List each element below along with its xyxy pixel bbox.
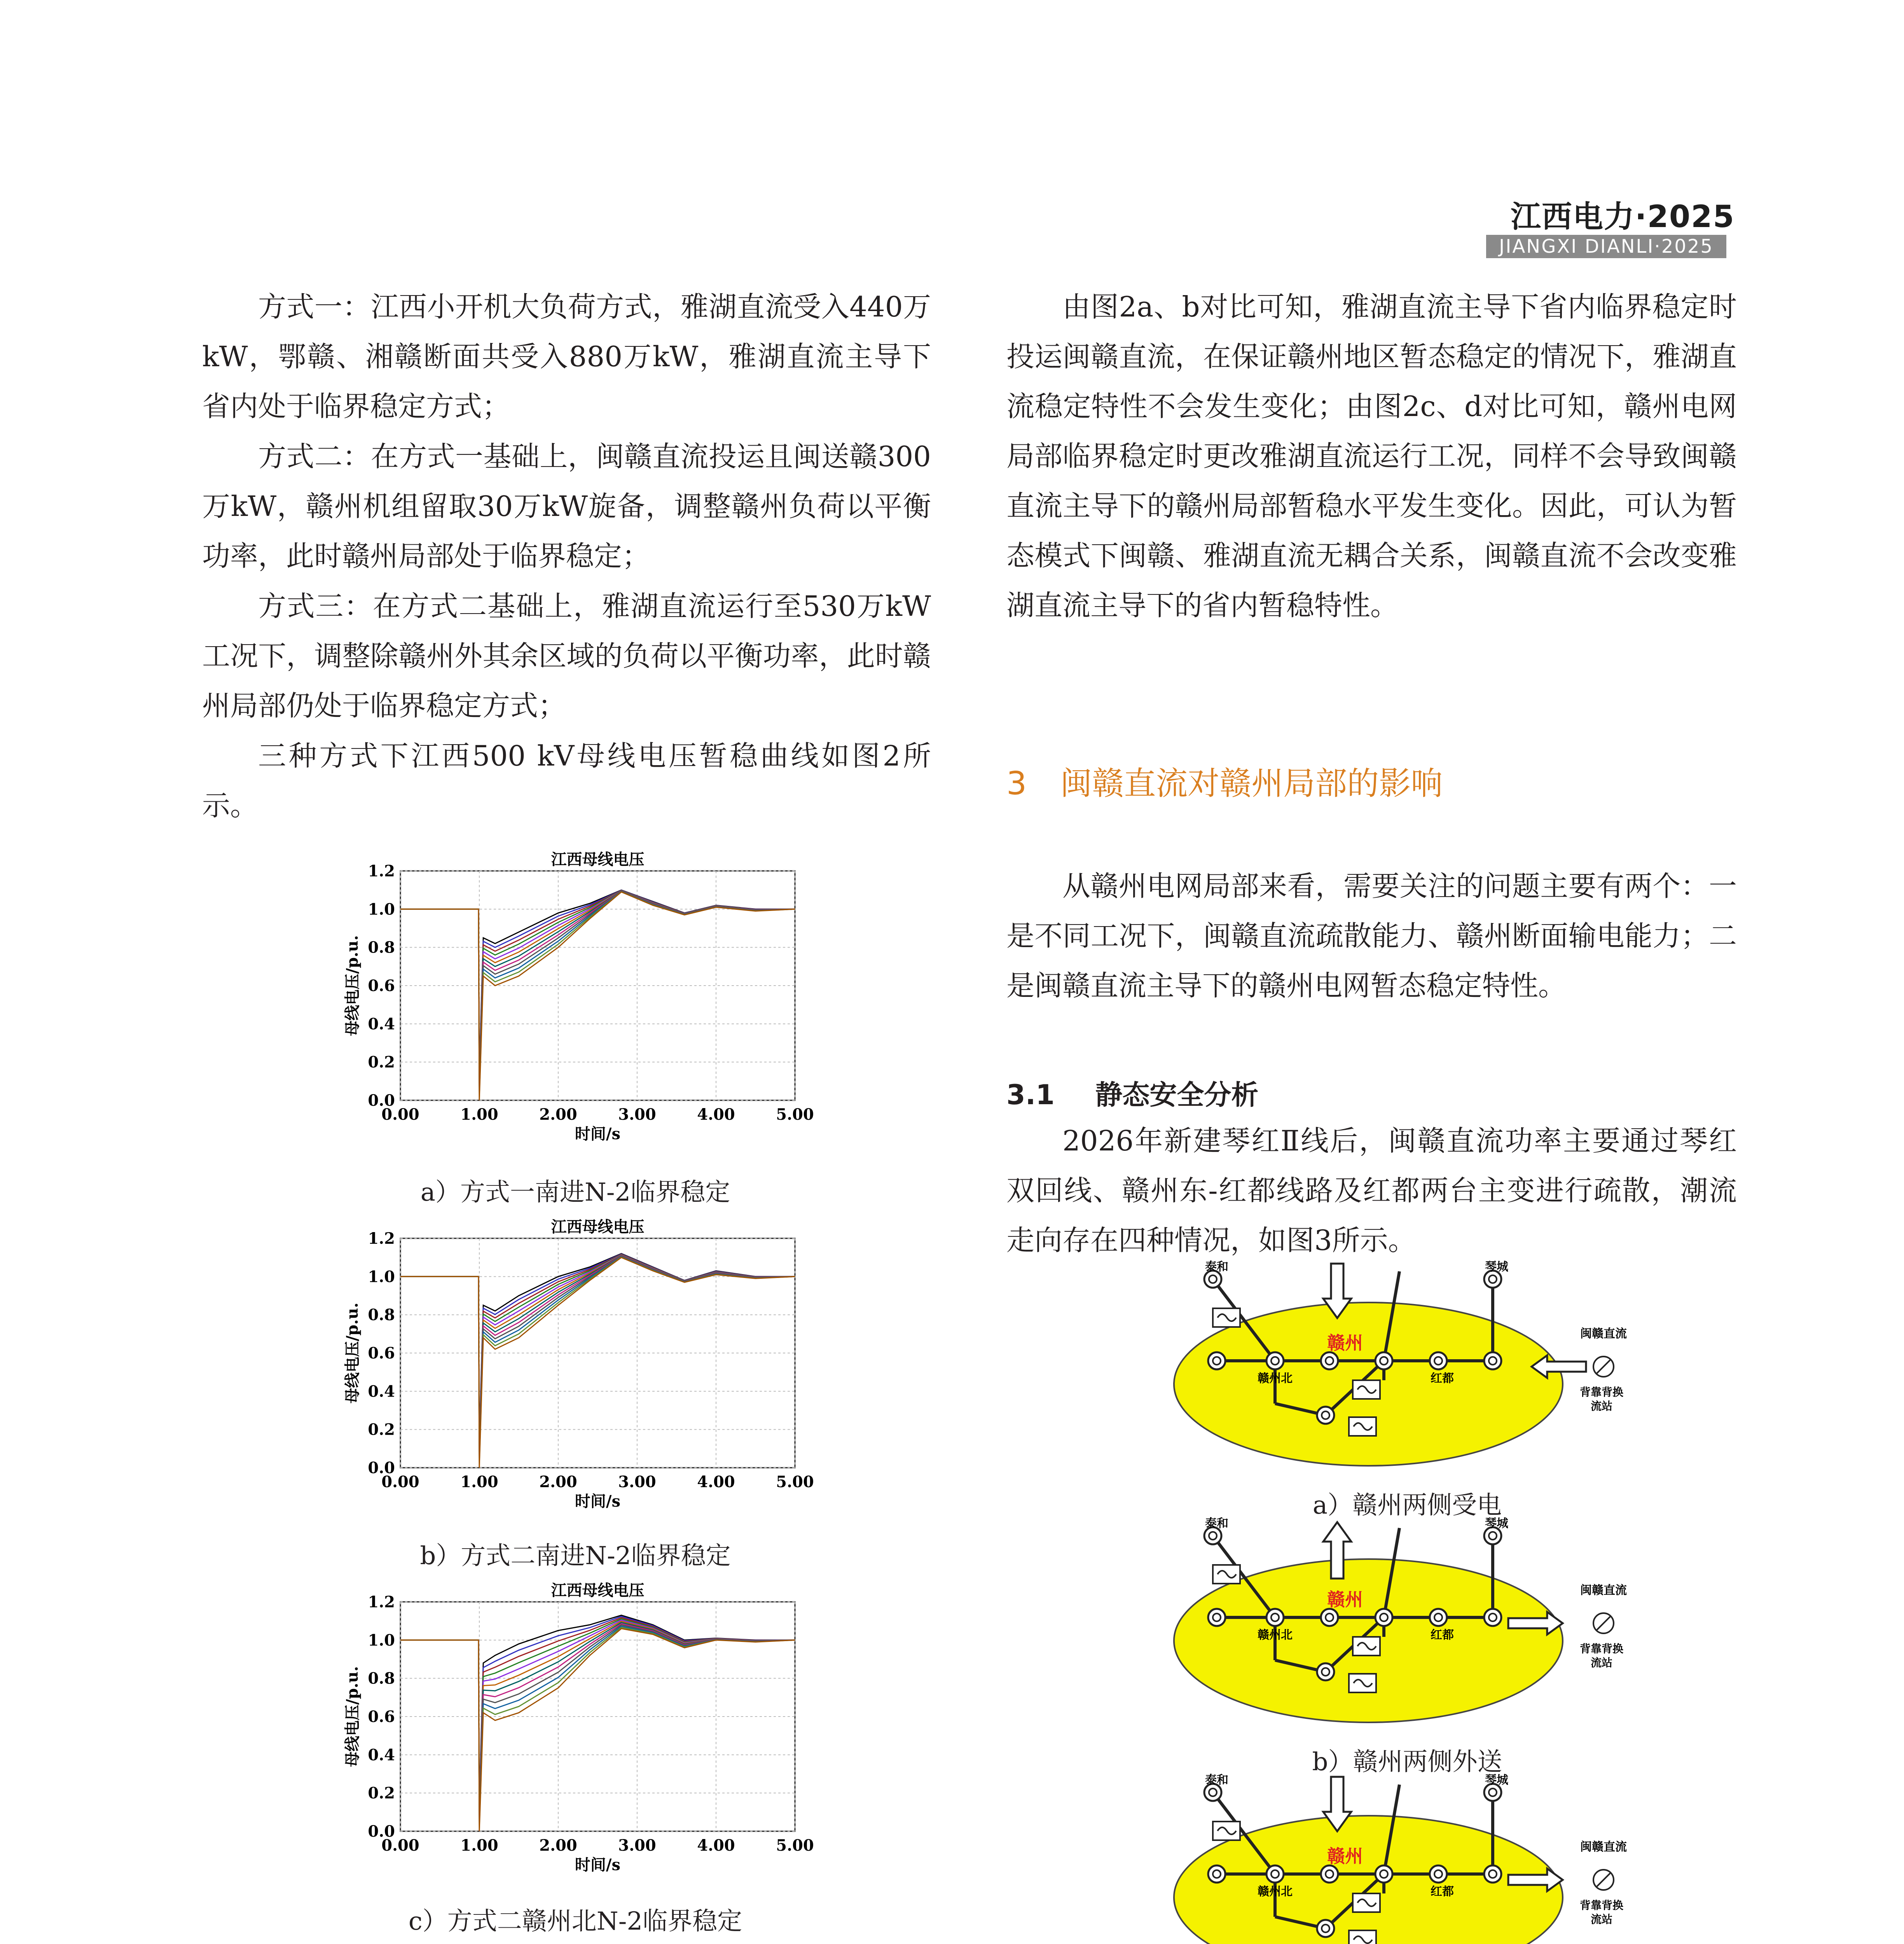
label-ganzhou: 赣州 (1327, 1846, 1363, 1867)
subcaption-c: c）方式二赣州北N-2临界稳定 (408, 1907, 742, 1936)
voltage-chart-c (342, 1579, 814, 1882)
label-dc-line: 闽赣直流 (1580, 1840, 1627, 1854)
x-tick-label: 1.00 (460, 1105, 498, 1124)
paragraph-figure2-intro: 三种方式下江西500 kV母线电压暂稳曲线如图2所示。 (202, 739, 931, 822)
x-axis-label: 时间/s (575, 1856, 621, 1874)
voltage-chart-a (342, 848, 814, 1151)
paragraph-ganzhou-issues: 从赣州电网局部来看，需要关注的问题主要有两个：一是不同工况下，闽赣直流疏散能力、赣州断面输电能力；二是闽赣直流主导下的赣州电网暂态稳定特性。 (1006, 870, 1737, 1002)
y-tick-label: 1.0 (368, 1267, 395, 1286)
y-tick-label: 0.0 (368, 1822, 395, 1841)
label-taihe: 泰和 (1205, 1773, 1228, 1787)
journal-latin-title: JIANGXI DIANLI·2025 (1486, 235, 1726, 258)
figure-2 (342, 848, 814, 1944)
label-station-line2: 流站 (1590, 1913, 1613, 1926)
paragraph-mode-3: 方式三：在方式二基础上，雅湖直流运行至530万kW工况下，调整除赣州外其余区域的负荷以平衡功率，此时赣州局部仍处于临界稳定方式； (202, 590, 931, 722)
x-tick-label: 0.00 (381, 1473, 419, 1491)
label-qincheng: 琴城 (1485, 1517, 1508, 1530)
substation-node (1266, 1865, 1284, 1883)
substation-node (1430, 1865, 1447, 1883)
chart-title: 江西母线电压 (551, 1218, 645, 1236)
substation-node (1321, 1865, 1338, 1883)
substation-node (1266, 1609, 1284, 1626)
substation-node (1208, 1352, 1225, 1369)
label-qincheng: 琴城 (1485, 1260, 1508, 1274)
flow-diagram-c (1174, 1773, 1640, 1944)
label-taihe: 泰和 (1205, 1517, 1228, 1530)
y-tick-label: 0.4 (368, 1746, 395, 1764)
label-station-line1: 背靠背换 (1579, 1899, 1624, 1912)
label-station-line2: 流站 (1590, 1656, 1613, 1669)
label-hongdu: 红都 (1431, 1885, 1454, 1899)
substation-node (1321, 1352, 1338, 1369)
label-ganzhou: 赣州 (1327, 1589, 1363, 1610)
y-tick-label: 0.2 (368, 1420, 395, 1439)
paragraph-analysis: 由图2a、b对比可知，雅湖直流主导下省内临界稳定时投运闽赣直流，在保证赣州地区暂态稳定的情况下，雅湖直流稳定特性不会发生变化；由图2c、d对比可知，赣州电网局部临界稳定时更改雅湖直流运行工况，同样不会导致闽赣直流主导下的赣州局部暂稳水平发生变化。因此，可认为暂态模式下闽赣、雅湖直流无耦合关系，闽赣直流不会改变雅湖直流主导下的省内暂稳特性。 (1006, 290, 1737, 622)
label-ganzhoubei: 赣州北 (1258, 1885, 1293, 1899)
label-ganzhou: 赣州 (1327, 1332, 1363, 1353)
figure-3-subcaption-b: b）赣州两侧外送 (1312, 1748, 1502, 1776)
substation-node (1317, 1407, 1334, 1424)
section-3-heading (1006, 758, 1443, 804)
label-taihe: 泰和 (1205, 1260, 1228, 1274)
y-tick-label: 1.2 (368, 1229, 395, 1248)
y-tick-label: 1.2 (368, 1593, 395, 1611)
x-tick-label: 5.00 (776, 1473, 814, 1491)
y-tick-label: 0.2 (368, 1784, 395, 1802)
flow-diagram-a (1174, 1260, 1640, 1481)
x-tick-label: 3.00 (618, 1473, 656, 1491)
substation-node (1484, 1352, 1501, 1369)
x-tick-label: 1.00 (460, 1473, 498, 1491)
label-hongdu: 红都 (1431, 1628, 1454, 1642)
y-axis-label: 母线电压/p.u. (343, 1666, 362, 1767)
substation-node (1430, 1352, 1447, 1369)
x-tick-label: 3.00 (618, 1105, 656, 1124)
voltage-chart-b (342, 1215, 814, 1518)
y-tick-label: 0.6 (368, 1344, 395, 1362)
label-station-line1: 背靠背换 (1579, 1386, 1624, 1399)
label-hongdu: 红都 (1431, 1372, 1454, 1385)
y-tick-label: 0.8 (368, 1669, 395, 1688)
paragraph-static-analysis: 2026年新建琴红Ⅱ线后，闽赣直流功率主要通过琴红双回线、赣州东-红都线路及红都两台主变进行疏散，潮流走向存在四种情况，如图3所示。 (1006, 1124, 1737, 1257)
substation-node (1317, 1920, 1334, 1937)
substation-node (1208, 1865, 1225, 1883)
y-tick-label: 0.4 (368, 1015, 395, 1033)
label-station-line1: 背靠背换 (1579, 1642, 1624, 1655)
chart-title: 江西母线电压 (551, 1581, 645, 1600)
y-tick-label: 0.0 (368, 1091, 395, 1110)
y-axis-label: 母线电压/p.u. (343, 935, 362, 1036)
x-tick-label: 5.00 (776, 1105, 814, 1124)
label-station-line2: 流站 (1590, 1400, 1613, 1413)
subsection-3-1-heading (1006, 1073, 1258, 1112)
section-3-number: 3 (1006, 765, 1027, 802)
substation-node (1375, 1352, 1392, 1369)
y-tick-label: 0.0 (368, 1459, 395, 1477)
chart-title: 江西母线电压 (551, 850, 645, 869)
y-tick-label: 1.0 (368, 900, 395, 919)
y-tick-label: 0.4 (368, 1382, 395, 1401)
label-ganzhoubei: 赣州北 (1258, 1628, 1293, 1642)
paragraph-mode-1: 方式一：江西小开机大负荷方式，雅湖直流受入440万kW，鄂赣、湘赣断面共受入880万kW，雅湖直流主导下省内处于临界稳定方式； (202, 290, 931, 423)
figure-3-subcaption-a: a）赣州两侧受电 (1312, 1491, 1502, 1520)
substation-node (1484, 1865, 1501, 1883)
label-ganzhoubei: 赣州北 (1258, 1372, 1293, 1385)
y-tick-label: 0.6 (368, 1708, 395, 1726)
y-tick-label: 1.0 (368, 1631, 395, 1650)
x-tick-label: 2.00 (539, 1473, 577, 1491)
substation-node (1266, 1352, 1284, 1369)
x-tick-label: 4.00 (697, 1836, 735, 1855)
x-tick-label: 0.00 (381, 1105, 419, 1124)
x-axis-label: 时间/s (575, 1125, 621, 1143)
x-tick-label: 2.00 (539, 1836, 577, 1855)
generator-icon (1349, 1930, 1376, 1944)
y-tick-label: 0.6 (368, 977, 395, 995)
x-tick-label: 1.00 (460, 1836, 498, 1855)
subsection-3-1-title: 静态安全分析 (1095, 1079, 1259, 1111)
label-dc-line: 闽赣直流 (1580, 1584, 1627, 1597)
y-tick-label: 0.2 (368, 1053, 395, 1072)
substation-node (1317, 1663, 1334, 1680)
x-axis-label: 时间/s (575, 1492, 621, 1510)
x-tick-label: 3.00 (618, 1836, 656, 1855)
flow-diagram-b (1174, 1517, 1640, 1738)
label-qincheng: 琴城 (1485, 1773, 1508, 1787)
journal-title: 江西电力·2025 (1511, 199, 1735, 234)
y-axis-label: 母线电压/p.u. (343, 1302, 362, 1404)
x-tick-label: 4.00 (697, 1473, 735, 1491)
x-tick-label: 5.00 (776, 1836, 814, 1855)
y-tick-label: 0.8 (368, 1306, 395, 1324)
substation-node (1375, 1865, 1392, 1883)
substation-node (1430, 1609, 1447, 1626)
substation-node (1375, 1609, 1392, 1626)
subcaption-b: b）方式二南进N-2临界稳定 (420, 1542, 731, 1570)
substation-node (1484, 1609, 1501, 1626)
y-tick-label: 1.2 (368, 862, 395, 880)
subsection-3-1-number: 3.1 (1006, 1079, 1055, 1111)
y-tick-label: 0.8 (368, 938, 395, 957)
x-tick-label: 0.00 (381, 1836, 419, 1855)
figure-3 (1174, 1260, 1640, 1944)
subcaption-a: a）方式一南进N-2临界稳定 (420, 1178, 730, 1207)
paragraph-mode-2: 方式二：在方式一基础上，闽赣直流投运且闽送赣300万kW，赣州机组留取30万kW旋备，调整赣州负荷以平衡功率，此时赣州局部处于临界稳定； (202, 440, 931, 572)
section-3-title: 闽赣直流对赣州局部的影响 (1060, 765, 1443, 802)
substation-node (1208, 1609, 1225, 1626)
x-tick-label: 2.00 (539, 1105, 577, 1124)
label-dc-line: 闽赣直流 (1580, 1327, 1627, 1341)
x-tick-label: 4.00 (697, 1105, 735, 1124)
substation-node (1321, 1609, 1338, 1626)
